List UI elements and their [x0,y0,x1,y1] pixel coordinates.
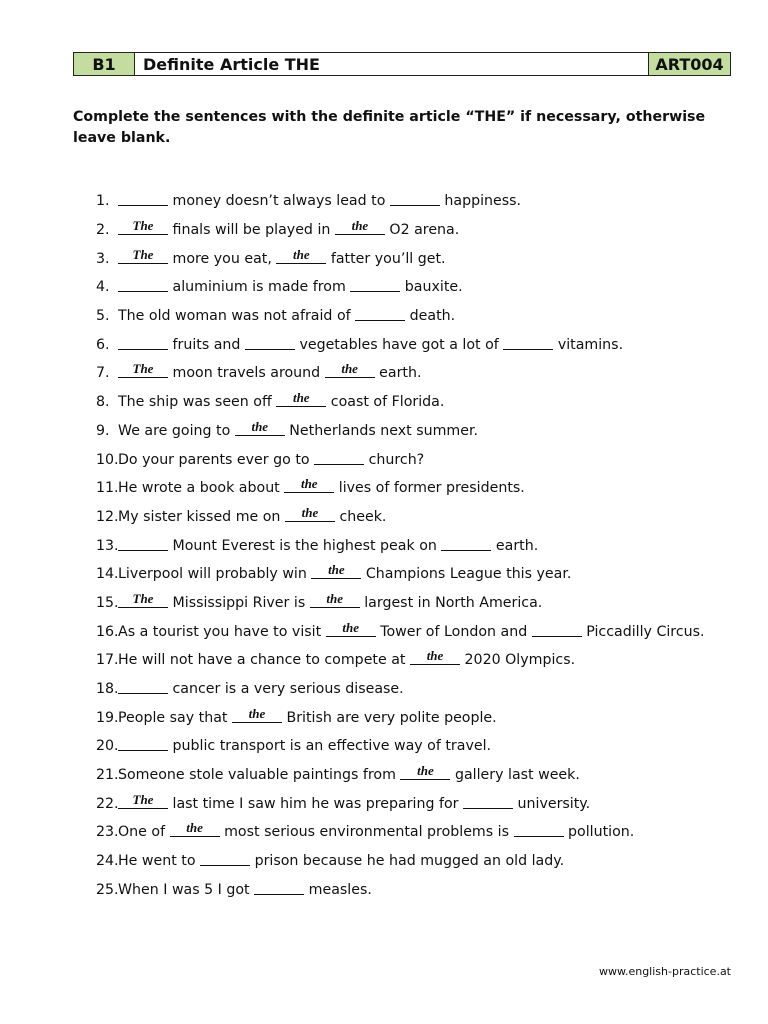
item-number: 6. [96,336,110,353]
sentence-text: cancer is a very serious disease. [168,681,404,698]
answer-blank[interactable] [118,280,168,294]
sentence-text: university. [513,795,591,812]
exercise-item [96,818,736,847]
sentence-text: He went to [118,853,201,870]
exercise-item [96,589,736,618]
answer-blank[interactable] [310,590,360,610]
answer-blank[interactable] [232,705,282,725]
exercise-item [96,761,736,790]
answer-blank[interactable] [118,246,168,266]
sentence-text: My sister kissed me on [118,508,285,525]
item-number: 24. [96,853,119,870]
answer-blank[interactable] [410,648,460,667]
answer-blank[interactable] [390,194,440,208]
sentence-text: money doesn’t always lead to [168,193,390,210]
sentence-text: He will not have a chance to compete at [118,652,410,669]
exercise-item [96,876,736,905]
sentence-text: pollution. [563,824,635,841]
item-number: 15. [96,594,119,611]
sentence-text: The ship was seen off [118,394,277,411]
sentence-text: largest in North America. [359,594,543,611]
exercise-list [96,187,736,904]
sentence-text: When I was 5 I got [118,881,255,898]
sentence-text: Netherlands next summer. [284,422,479,439]
item-number: 8. [96,394,110,411]
handwritten-answer: the [300,476,318,492]
item-number: 20. [96,738,119,755]
sentence-text: measles. [304,881,372,898]
sentence-text: aluminium is made from [168,279,351,296]
item-number: 12. [96,508,119,525]
handwritten-answer: the [341,361,358,377]
handwritten-answer: the [186,820,203,836]
sentence-text: death. [405,308,456,325]
answer-blank[interactable] [118,590,168,610]
exercise-item [96,417,736,446]
item-number: 23. [96,824,119,841]
sentence-text: coast of Florida. [326,394,445,411]
sentence-text: moon travels around [168,365,325,382]
answer-blank[interactable] [245,338,295,352]
answer-blank[interactable] [325,361,375,380]
sentence-text: gallery last week. [450,767,580,784]
sentence-text: more you eat, [168,250,277,267]
handwritten-answer: the [301,504,319,520]
worksheet-code: ART004 [648,53,730,75]
item-number: 7. [96,365,110,382]
answer-blank[interactable] [514,825,564,839]
item-number: 4. [96,279,110,296]
item-number: 1. [96,193,110,210]
sentence-text: He wrote a book about [118,480,285,497]
exercise-item [96,302,736,331]
instructions: Complete the sentences with the definite article “THE” if necessary, otherwise leave blank. [73,109,706,146]
sentence-text: Mount Everest is the highest peak on [168,537,442,554]
answer-blank[interactable] [350,280,400,294]
footer-url: www.english-practice.at [598,965,731,978]
item-number: 2. [96,222,110,239]
exercise-item [96,675,736,704]
exercise-item [96,445,736,474]
sentence-text: vegetables have got a lot of [294,336,504,353]
answer-blank[interactable] [254,883,304,897]
item-number: 18. [96,681,119,698]
answer-blank[interactable] [285,504,335,524]
handwritten-answer: the [293,246,310,262]
answer-blank[interactable] [503,338,553,352]
item-number: 19. [96,709,119,726]
exercise-item [96,330,736,359]
item-number: 14. [96,566,119,583]
sentence-text: Liverpool will probably win [118,566,312,583]
worksheet-title: Definite Article THE [143,54,320,74]
sentence-text: We are going to [118,422,235,439]
sentence-text: 2020 Olympics. [460,652,576,669]
item-number: 5. [96,308,110,325]
handwritten-answer: the [248,705,266,721]
exercise-item [96,216,736,245]
answer-blank[interactable] [532,625,582,639]
exercise-item [96,273,736,302]
handwritten-answer: the [328,562,345,578]
answer-blank[interactable] [314,453,364,467]
exercise-item [96,847,736,876]
sentence-text: British are very polite people. [281,709,497,726]
sentence-text: The old woman was not afraid of [118,308,356,325]
answer-blank[interactable] [276,246,326,266]
answer-blank[interactable] [335,218,385,237]
sentence-text: bauxite. [400,279,463,296]
item-number: 9. [96,422,110,439]
item-number: 11. [96,480,119,497]
exercise-item [96,531,736,560]
answer-blank[interactable] [170,820,220,839]
handwritten-answer: The [132,590,154,606]
sentence-text: Mississippi River is [168,594,310,611]
answer-blank[interactable] [355,309,405,323]
handwritten-answer: The [132,361,154,377]
sentence-text: Tower of London and [375,623,532,640]
answer-blank[interactable] [118,739,168,753]
level-badge: B1 [74,53,135,75]
sentence-text: Do your parents ever go to [118,451,315,468]
item-number: 17. [96,652,119,669]
answer-blank[interactable] [441,539,491,553]
exercise-item [96,732,736,761]
sentence-text: Piccadilly Circus. [581,623,705,640]
sentence-text: church? [364,451,425,468]
sentence-text: finals will be played in [168,222,335,239]
exercise-item [96,503,736,532]
item-number: 3. [96,250,110,267]
sentence-text: fruits and [168,336,245,353]
worksheet-header [73,52,731,76]
sentence-text: last time I saw him he was preparing for [168,795,464,812]
answer-blank[interactable] [276,390,326,409]
handwritten-answer: The [132,218,154,234]
answer-blank[interactable] [326,619,376,639]
answer-blank[interactable] [118,338,168,352]
sentence-text: People say that [118,709,232,726]
item-number: 16. [96,623,119,640]
exercise-item [96,388,736,417]
sentence-text: public transport is an effective way of travel. [168,738,492,755]
answer-blank[interactable] [463,797,513,811]
answer-blank[interactable] [118,682,168,696]
answer-blank[interactable] [311,562,361,581]
exercise-item [96,359,736,388]
exercise-item [96,789,736,818]
sentence-text: As a tourist you have to visit [118,623,326,640]
handwritten-answer: The [132,791,154,807]
handwritten-answer: the [426,648,444,664]
answer-blank[interactable] [118,791,168,811]
handwritten-answer: the [292,390,310,406]
exercise-item [96,474,736,503]
exercise-item [96,244,736,273]
sentence-text: cheek. [334,508,387,525]
sentence-text: prison because he had mugged an old lady. [250,853,565,870]
sentence-text: vitamins. [553,336,624,353]
exercise-item [96,646,736,675]
sentence-text: earth. [491,537,539,554]
handwritten-answer: the [417,763,434,779]
answer-blank[interactable] [118,361,168,380]
answer-blank[interactable] [400,763,450,782]
sentence-text: lives of former presidents. [334,480,525,497]
exercise-item [96,617,736,646]
exercise-item [96,560,736,589]
answer-blank[interactable] [118,218,168,237]
sentence-text: fatter you’ll get. [326,250,446,267]
item-number: 22. [96,795,119,812]
answer-blank[interactable] [118,194,168,208]
sentence-text: Champions League this year. [361,566,572,583]
sentence-text: One of [118,824,170,841]
item-number: 10. [96,451,119,468]
answer-blank[interactable] [284,476,334,495]
handwritten-answer: the [351,218,369,234]
sentence-text: happiness. [439,193,522,210]
answer-blank[interactable] [235,418,285,438]
sentence-text: Someone stole valuable paintings from [118,767,401,784]
sentence-text: earth. [374,365,422,382]
item-number: 13. [96,537,119,554]
handwritten-answer: the [251,418,269,434]
item-number: 21. [96,767,119,784]
sentence-text: most serious environmental problems is [219,824,514,841]
handwritten-answer: The [132,246,154,262]
handwritten-answer: the [342,619,359,635]
exercise-item [96,187,736,216]
exercise-item [96,703,736,732]
answer-blank[interactable] [118,539,168,553]
answer-blank[interactable] [200,854,250,868]
sentence-text: O2 arena. [384,222,460,239]
handwritten-answer: the [326,590,344,606]
item-number: 25. [96,881,119,898]
